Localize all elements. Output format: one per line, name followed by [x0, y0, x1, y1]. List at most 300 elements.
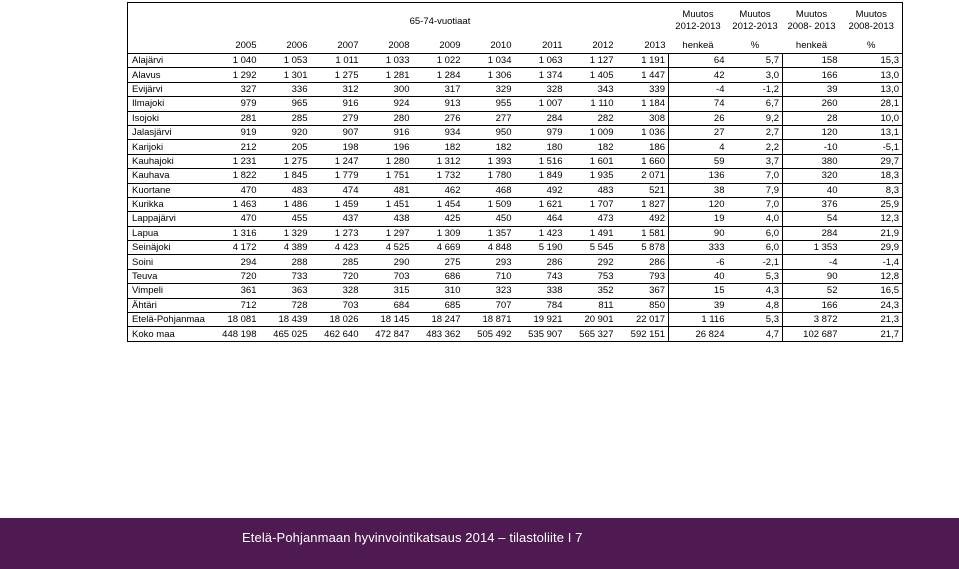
population-cell: 1 292: [212, 68, 260, 82]
population-cell: 343: [566, 82, 617, 96]
change-cell: -4: [783, 255, 841, 269]
change-cell: 6,0: [728, 241, 783, 255]
group-title: 65-74-vuotiaat: [212, 3, 669, 40]
change-cell: -2,1: [728, 255, 783, 269]
change-cell: -5,1: [841, 140, 903, 154]
population-cell: 196: [362, 140, 413, 154]
population-cell: 182: [464, 140, 515, 154]
population-cell: 979: [515, 125, 566, 139]
year-header: 2012: [566, 39, 617, 54]
population-cell: 290: [362, 255, 413, 269]
population-cell: 712: [212, 298, 260, 312]
population-cell: 1 036: [617, 125, 669, 139]
change-unit-header: %: [728, 39, 783, 54]
table-row: [128, 140, 903, 154]
change-cell: -1,4: [841, 255, 903, 269]
population-cell: 1 451: [362, 197, 413, 211]
population-cell: 1 247: [311, 154, 362, 168]
population-cell: 4 525: [362, 241, 413, 255]
population-cell: 535 907: [515, 327, 566, 341]
population-cell: 913: [413, 97, 464, 111]
change-unit-header: henkeä: [669, 39, 728, 54]
change-cell: 10,0: [841, 111, 903, 125]
population-cell: 339: [617, 82, 669, 96]
change-column-title: Muutos 2012-2013: [669, 3, 728, 40]
change-cell: 12,3: [841, 212, 903, 226]
population-cell: 728: [260, 298, 311, 312]
population-cell: 470: [212, 183, 260, 197]
change-cell: 39: [783, 82, 841, 96]
change-cell: 28: [783, 111, 841, 125]
population-cell: 4 669: [413, 241, 464, 255]
population-cell: 1 191: [617, 54, 669, 68]
municipality-name: Isojoki: [128, 111, 212, 125]
population-cell: 1 463: [212, 197, 260, 211]
year-header: 2009: [413, 39, 464, 54]
change-cell: 5,7: [728, 54, 783, 68]
population-cell: 1 033: [362, 54, 413, 68]
change-cell: 90: [669, 226, 728, 240]
municipality-name: Etelä-Pohjanmaa: [128, 313, 212, 327]
population-cell: 18 871: [464, 313, 515, 327]
population-cell: 592 151: [617, 327, 669, 341]
statistics-table: [127, 2, 903, 342]
header-empty-cell: [128, 39, 212, 54]
change-cell: 13,0: [841, 68, 903, 82]
statistics-table-container: [127, 2, 903, 342]
change-cell: 2,7: [728, 125, 783, 139]
population-cell: 521: [617, 183, 669, 197]
population-cell: 979: [212, 97, 260, 111]
population-cell: 720: [212, 269, 260, 283]
municipality-name: Alajärvi: [128, 54, 212, 68]
change-cell: 320: [783, 169, 841, 183]
population-cell: 284: [515, 111, 566, 125]
population-cell: 811: [566, 298, 617, 312]
change-cell: 7,0: [728, 197, 783, 211]
change-cell: 21,9: [841, 226, 903, 240]
population-cell: 1 393: [464, 154, 515, 168]
population-cell: 470: [212, 212, 260, 226]
municipality-name: Karijoki: [128, 140, 212, 154]
change-cell: 158: [783, 54, 841, 68]
change-column-title: Muutos 2012-2013: [728, 3, 783, 40]
population-cell: 361: [212, 284, 260, 298]
change-cell: 6,0: [728, 226, 783, 240]
population-cell: 1 309: [413, 226, 464, 240]
year-header: 2006: [260, 39, 311, 54]
population-cell: 1 751: [362, 169, 413, 183]
change-cell: 38: [669, 183, 728, 197]
population-cell: 1 063: [515, 54, 566, 68]
change-cell: 4: [669, 140, 728, 154]
population-cell: 720: [311, 269, 362, 283]
population-cell: 20 901: [566, 313, 617, 327]
population-cell: 462: [413, 183, 464, 197]
municipality-name: Kuortane: [128, 183, 212, 197]
header-row-years: [128, 39, 903, 54]
change-cell: 21,7: [841, 327, 903, 341]
change-cell: 13,0: [841, 82, 903, 96]
population-cell: 310: [413, 284, 464, 298]
change-cell: 59: [669, 154, 728, 168]
change-cell: 54: [783, 212, 841, 226]
population-cell: 1 516: [515, 154, 566, 168]
population-cell: 1 447: [617, 68, 669, 82]
population-cell: 1 486: [260, 197, 311, 211]
municipality-name: Teuva: [128, 269, 212, 283]
population-cell: 212: [212, 140, 260, 154]
population-cell: 492: [617, 212, 669, 226]
change-cell: 4,3: [728, 284, 783, 298]
population-cell: 275: [413, 255, 464, 269]
population-cell: 1 374: [515, 68, 566, 82]
population-cell: 448 198: [212, 327, 260, 341]
population-cell: 437: [311, 212, 362, 226]
change-cell: -4: [669, 82, 728, 96]
population-cell: 1 732: [413, 169, 464, 183]
population-cell: 450: [464, 212, 515, 226]
table-row: [128, 82, 903, 96]
population-cell: 965: [260, 97, 311, 111]
population-cell: 1 405: [566, 68, 617, 82]
footer-bar: [0, 518, 959, 569]
change-cell: 7,0: [728, 169, 783, 183]
change-cell: 29,9: [841, 241, 903, 255]
change-cell: 21,3: [841, 313, 903, 327]
population-cell: 686: [413, 269, 464, 283]
population-cell: 4 848: [464, 241, 515, 255]
population-cell: 285: [311, 255, 362, 269]
population-cell: 492: [515, 183, 566, 197]
municipality-name: Kauhajoki: [128, 154, 212, 168]
table-row: [128, 298, 903, 312]
population-cell: 438: [362, 212, 413, 226]
population-cell: 483: [260, 183, 311, 197]
population-cell: 182: [413, 140, 464, 154]
municipality-name: Lapua: [128, 226, 212, 240]
table-row: [128, 313, 903, 327]
population-cell: 286: [617, 255, 669, 269]
year-header: 2005: [212, 39, 260, 54]
population-cell: 1 329: [260, 226, 311, 240]
table-row: [128, 269, 903, 283]
population-cell: 1 621: [515, 197, 566, 211]
population-cell: 481: [362, 183, 413, 197]
year-header: 2010: [464, 39, 515, 54]
change-cell: 39: [669, 298, 728, 312]
population-cell: 793: [617, 269, 669, 283]
change-column-title: Muutos 2008- 2013: [783, 3, 841, 40]
population-cell: 472 847: [362, 327, 413, 341]
population-cell: 1 935: [566, 169, 617, 183]
table-row: [128, 255, 903, 269]
change-cell: 28,1: [841, 97, 903, 111]
population-cell: 684: [362, 298, 413, 312]
population-cell: 703: [362, 269, 413, 283]
population-cell: 1 281: [362, 68, 413, 82]
change-unit-header: %: [841, 39, 903, 54]
change-cell: 52: [783, 284, 841, 298]
population-cell: 916: [362, 125, 413, 139]
population-cell: 198: [311, 140, 362, 154]
population-cell: 1 007: [515, 97, 566, 111]
population-cell: 4 172: [212, 241, 260, 255]
population-cell: 4 423: [311, 241, 362, 255]
population-cell: 19 921: [515, 313, 566, 327]
change-cell: 40: [669, 269, 728, 283]
change-cell: 8,3: [841, 183, 903, 197]
table-row: [128, 169, 903, 183]
population-cell: 1 297: [362, 226, 413, 240]
population-cell: 281: [212, 111, 260, 125]
population-cell: 336: [260, 82, 311, 96]
change-cell: 64: [669, 54, 728, 68]
population-cell: 308: [617, 111, 669, 125]
population-cell: 1 312: [413, 154, 464, 168]
population-cell: 1 306: [464, 68, 515, 82]
population-cell: 328: [515, 82, 566, 96]
population-cell: 18 026: [311, 313, 362, 327]
change-cell: 4,0: [728, 212, 783, 226]
population-cell: 300: [362, 82, 413, 96]
change-cell: 3 872: [783, 313, 841, 327]
population-cell: 934: [413, 125, 464, 139]
population-cell: 1 009: [566, 125, 617, 139]
change-cell: 2,2: [728, 140, 783, 154]
change-cell: 16,5: [841, 284, 903, 298]
table-row: [128, 183, 903, 197]
population-cell: 707: [464, 298, 515, 312]
population-cell: 312: [311, 82, 362, 96]
population-cell: 565 327: [566, 327, 617, 341]
population-cell: 1 491: [566, 226, 617, 240]
population-cell: 18 081: [212, 313, 260, 327]
municipality-name: Evijärvi: [128, 82, 212, 96]
population-cell: 1 827: [617, 197, 669, 211]
population-cell: 1 011: [311, 54, 362, 68]
change-cell: 15,3: [841, 54, 903, 68]
population-cell: 473: [566, 212, 617, 226]
table-row: [128, 154, 903, 168]
municipality-name: Alavus: [128, 68, 212, 82]
population-cell: 276: [413, 111, 464, 125]
change-cell: 42: [669, 68, 728, 82]
population-cell: 293: [464, 255, 515, 269]
change-cell: 29,7: [841, 154, 903, 168]
population-cell: 505 492: [464, 327, 515, 341]
change-cell: 4,7: [728, 327, 783, 341]
change-cell: 19: [669, 212, 728, 226]
change-cell: 74: [669, 97, 728, 111]
population-cell: 955: [464, 97, 515, 111]
population-cell: 1 231: [212, 154, 260, 168]
change-cell: 284: [783, 226, 841, 240]
change-column-title: Muutos 2008-2013: [841, 3, 903, 40]
table-row: [128, 197, 903, 211]
population-cell: 924: [362, 97, 413, 111]
population-cell: 919: [212, 125, 260, 139]
year-header: 2007: [311, 39, 362, 54]
change-cell: 166: [783, 298, 841, 312]
table-row: [128, 226, 903, 240]
population-cell: 1 040: [212, 54, 260, 68]
population-cell: 474: [311, 183, 362, 197]
change-cell: 120: [669, 197, 728, 211]
table-row: [128, 111, 903, 125]
municipality-name: Soini: [128, 255, 212, 269]
year-header: 2013: [617, 39, 669, 54]
change-cell: 136: [669, 169, 728, 183]
change-unit-header: henkeä: [783, 39, 841, 54]
population-cell: 329: [464, 82, 515, 96]
change-cell: 120: [783, 125, 841, 139]
population-cell: 1 357: [464, 226, 515, 240]
change-cell: 3,7: [728, 154, 783, 168]
population-cell: 280: [362, 111, 413, 125]
population-cell: 1 660: [617, 154, 669, 168]
population-cell: 288: [260, 255, 311, 269]
population-cell: 367: [617, 284, 669, 298]
municipality-name: Kauhava: [128, 169, 212, 183]
population-cell: 18 145: [362, 313, 413, 327]
population-cell: 1 022: [413, 54, 464, 68]
population-cell: 850: [617, 298, 669, 312]
year-header: 2011: [515, 39, 566, 54]
municipality-name: Seinäjoki: [128, 241, 212, 255]
change-cell: -6: [669, 255, 728, 269]
population-cell: 186: [617, 140, 669, 154]
change-cell: 24,3: [841, 298, 903, 312]
change-cell: 3,0: [728, 68, 783, 82]
change-cell: 13,1: [841, 125, 903, 139]
change-cell: 7,9: [728, 183, 783, 197]
change-cell: 1 116: [669, 313, 728, 327]
change-cell: 9,2: [728, 111, 783, 125]
table-row: [128, 212, 903, 226]
population-cell: 294: [212, 255, 260, 269]
population-cell: 1 459: [311, 197, 362, 211]
change-cell: 260: [783, 97, 841, 111]
population-cell: 710: [464, 269, 515, 283]
population-cell: 22 017: [617, 313, 669, 327]
municipality-name: Koko maa: [128, 327, 212, 341]
population-cell: 2 071: [617, 169, 669, 183]
change-cell: 4,8: [728, 298, 783, 312]
footer-text: Etelä-Pohjanmaan hyvinvointikatsaus 2014 – tilastoliite I 7: [242, 530, 583, 545]
population-cell: 1 273: [311, 226, 362, 240]
population-cell: 1 184: [617, 97, 669, 111]
municipality-name: Ilmajoki: [128, 97, 212, 111]
table-row: [128, 327, 903, 341]
population-cell: 907: [311, 125, 362, 139]
population-cell: 18 439: [260, 313, 311, 327]
municipality-name: Kurikka: [128, 197, 212, 211]
change-cell: 26: [669, 111, 728, 125]
change-cell: 376: [783, 197, 841, 211]
population-cell: 1 454: [413, 197, 464, 211]
population-cell: 327: [212, 82, 260, 96]
population-cell: 753: [566, 269, 617, 283]
population-cell: 205: [260, 140, 311, 154]
change-cell: 1 353: [783, 241, 841, 255]
change-cell: 25,9: [841, 197, 903, 211]
population-cell: 1 280: [362, 154, 413, 168]
population-cell: 920: [260, 125, 311, 139]
population-cell: 916: [311, 97, 362, 111]
municipality-name: Ähtäri: [128, 298, 212, 312]
population-cell: 483: [566, 183, 617, 197]
population-cell: 464: [515, 212, 566, 226]
population-cell: 1 275: [311, 68, 362, 82]
population-cell: 5 545: [566, 241, 617, 255]
population-cell: 1 110: [566, 97, 617, 111]
change-cell: 6,7: [728, 97, 783, 111]
table-row: [128, 125, 903, 139]
population-cell: 1 707: [566, 197, 617, 211]
change-cell: 12,8: [841, 269, 903, 283]
change-cell: 333: [669, 241, 728, 255]
population-cell: 1 316: [212, 226, 260, 240]
year-header: 2008: [362, 39, 413, 54]
change-cell: 26 824: [669, 327, 728, 341]
population-cell: 5 190: [515, 241, 566, 255]
header-row-top: [128, 3, 903, 40]
population-cell: 1 284: [413, 68, 464, 82]
change-cell: 166: [783, 68, 841, 82]
population-cell: 1 779: [311, 169, 362, 183]
population-cell: 703: [311, 298, 362, 312]
population-cell: 285: [260, 111, 311, 125]
population-cell: 182: [566, 140, 617, 154]
population-cell: 1 601: [566, 154, 617, 168]
population-cell: 1 780: [464, 169, 515, 183]
population-cell: 317: [413, 82, 464, 96]
population-cell: 18 247: [413, 313, 464, 327]
population-cell: 733: [260, 269, 311, 283]
population-cell: 328: [311, 284, 362, 298]
change-cell: 5,3: [728, 269, 783, 283]
change-cell: 27: [669, 125, 728, 139]
population-cell: 352: [566, 284, 617, 298]
change-cell: -1,2: [728, 82, 783, 96]
header-corner-cell: [128, 3, 212, 40]
change-cell: 5,3: [728, 313, 783, 327]
population-cell: 462 640: [311, 327, 362, 341]
population-cell: 323: [464, 284, 515, 298]
municipality-name: Lappajärvi: [128, 212, 212, 226]
change-cell: 18,3: [841, 169, 903, 183]
population-cell: 315: [362, 284, 413, 298]
change-cell: 90: [783, 269, 841, 283]
population-cell: 468: [464, 183, 515, 197]
table-row: [128, 97, 903, 111]
change-cell: 102 687: [783, 327, 841, 341]
population-cell: 685: [413, 298, 464, 312]
population-cell: 743: [515, 269, 566, 283]
population-cell: 180: [515, 140, 566, 154]
population-cell: 483 362: [413, 327, 464, 341]
table-row: [128, 241, 903, 255]
change-cell: 380: [783, 154, 841, 168]
population-cell: 5 878: [617, 241, 669, 255]
table-row: [128, 68, 903, 82]
population-cell: 950: [464, 125, 515, 139]
municipality-name: Vimpeli: [128, 284, 212, 298]
population-cell: 1 423: [515, 226, 566, 240]
population-cell: 465 025: [260, 327, 311, 341]
population-cell: 1 845: [260, 169, 311, 183]
